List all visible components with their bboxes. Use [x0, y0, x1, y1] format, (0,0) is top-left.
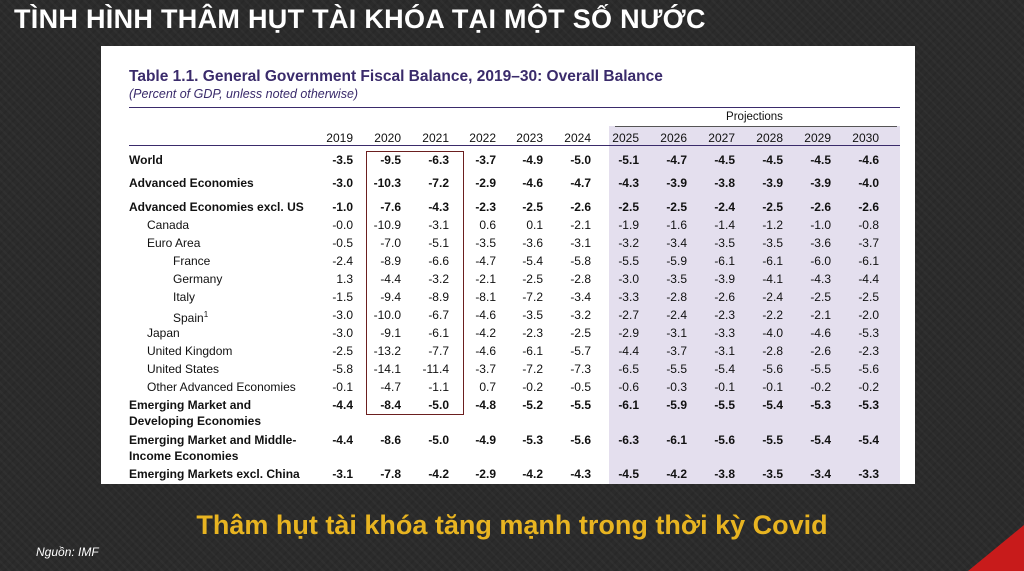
table-cell: -10.0: [373, 308, 401, 322]
year-header: 2026: [660, 131, 687, 145]
year-header: 2025: [612, 131, 639, 145]
table-cell: -4.0: [858, 176, 879, 190]
row-label: [129, 199, 304, 215]
table-cell: -4.5: [618, 467, 639, 481]
table-cell: -2.9: [618, 326, 639, 340]
table-cell: -2.5: [858, 290, 879, 304]
table-cell: -6.3: [428, 153, 449, 167]
table-cell: -8.9: [380, 254, 401, 268]
table-cell: -3.6: [810, 236, 831, 250]
table-cell: -3.8: [714, 176, 735, 190]
row-label-text: Emerging Markets excl. China: [129, 467, 300, 481]
table-cell: -5.9: [666, 398, 687, 412]
table-cell: -3.9: [762, 176, 783, 190]
table-cell: -11.4: [422, 362, 449, 376]
table-cell: -5.5: [714, 398, 735, 412]
table-cell: -2.5: [762, 200, 783, 214]
table-cell: -5.6: [858, 362, 879, 376]
table-cell: -6.7: [428, 308, 449, 322]
table-cell: -3.0: [332, 326, 353, 340]
table-cell: -3.8: [714, 467, 735, 481]
table-cell: -5.5: [666, 362, 687, 376]
row-label: [173, 253, 210, 269]
table-cell: -7.2: [428, 176, 449, 190]
table-cell: -6.1: [522, 344, 543, 358]
table-cell: -4.8: [475, 398, 496, 412]
row-label-text-line2: Developing Economies: [129, 414, 262, 428]
year-header: 2028: [756, 131, 783, 145]
top-rule: [129, 107, 900, 108]
table-cell: -5.3: [858, 398, 879, 412]
table-cell: -4.7: [380, 380, 401, 394]
table-cell: -14.1: [373, 362, 401, 376]
table-cell: -4.6: [522, 176, 543, 190]
table-cell: -3.4: [570, 290, 591, 304]
table-cell: -4.1: [762, 272, 783, 286]
row-label-text: World: [129, 153, 163, 167]
table-cell: -3.5: [714, 236, 735, 250]
table-cell: -3.7: [475, 362, 496, 376]
table-cell: -3.5: [762, 236, 783, 250]
table-cell: -5.0: [428, 433, 449, 447]
table-cell: -2.4: [666, 308, 687, 322]
table-cell: -3.5: [332, 153, 353, 167]
table-cell: -1.9: [618, 218, 639, 232]
table-cell: -0.2: [858, 380, 879, 394]
table-cell: -5.0: [570, 153, 591, 167]
row-label-text: Spain: [173, 311, 204, 325]
year-header: 2019: [326, 131, 353, 145]
table-cell: -2.8: [762, 344, 783, 358]
table-cell: 0.7: [479, 380, 496, 394]
table-cell: -5.5: [762, 433, 783, 447]
table-cell: -1.6: [666, 218, 687, 232]
table-cell: -2.3: [475, 200, 496, 214]
row-label-text: Italy: [173, 290, 196, 304]
table-cell: -4.6: [475, 344, 496, 358]
table-cell: -2.8: [570, 272, 591, 286]
table-cell: -3.3: [618, 290, 639, 304]
table-cell: -5.3: [810, 398, 831, 412]
table-cell: -3.4: [666, 236, 687, 250]
table-cell: -6.5: [618, 362, 639, 376]
year-header: 2029: [804, 131, 831, 145]
table-cell: -6.1: [714, 254, 735, 268]
table-cell: -3.5: [475, 236, 496, 250]
row-label: [147, 343, 232, 359]
table-cell: -4.3: [428, 200, 449, 214]
table-cell: -5.7: [570, 344, 591, 358]
table-cell: -5.1: [618, 153, 639, 167]
table-cell: -10.9: [373, 218, 401, 232]
source-note: Nguồn: IMF: [36, 545, 99, 559]
table-cell: -3.7: [666, 344, 687, 358]
table-cell: -5.2: [522, 398, 543, 412]
table-cell: -8.1: [475, 290, 496, 304]
table-cell: -0.3: [666, 380, 687, 394]
row-label-text: Other Advanced Economies: [147, 380, 296, 394]
projections-label: Projections: [726, 111, 783, 123]
row-label: [129, 152, 163, 168]
table-cell: -2.6: [858, 200, 879, 214]
table-cell: -6.1: [428, 326, 449, 340]
header-rule: [129, 145, 900, 146]
table-cell: -4.2: [666, 467, 687, 481]
table-cell: -4.3: [810, 272, 831, 286]
row-label-text: Canada: [147, 218, 190, 232]
table-cell: -3.0: [332, 176, 353, 190]
table-cell: -2.4: [332, 254, 353, 268]
table-cell: -13.2: [373, 344, 401, 358]
row-label: [173, 289, 195, 305]
table-cell: -3.7: [475, 153, 496, 167]
covid-highlight-box: [366, 151, 464, 415]
table-cell: -4.3: [618, 176, 639, 190]
table-cell: -1.4: [714, 218, 735, 232]
table-cell: -3.2: [570, 308, 591, 322]
table-cell: -2.2: [762, 308, 783, 322]
table-cell: -3.3: [858, 467, 879, 481]
table-cell: -4.9: [522, 153, 543, 167]
table-cell: -3.1: [666, 326, 687, 340]
row-label-text: France: [173, 254, 211, 268]
table-cell: -3.9: [810, 176, 831, 190]
table-cell: -2.8: [666, 290, 687, 304]
table-cell: -3.0: [618, 272, 639, 286]
table-cell: -3.7: [858, 236, 879, 250]
row-label-text: Emerging Market and Middle-: [129, 433, 297, 447]
table-cell: -9.4: [380, 290, 401, 304]
table-cell: -3.1: [570, 236, 591, 250]
year-header: 2020: [374, 131, 401, 145]
table-cell: -3.5: [666, 272, 687, 286]
table-cell: -2.6: [810, 200, 831, 214]
table-cell: -7.7: [428, 344, 449, 358]
table-cell: -2.3: [858, 344, 879, 358]
row-label: [129, 397, 261, 429]
row-label-text: Advanced Economies excl. US: [129, 200, 304, 214]
table-cell: 0.6: [479, 218, 496, 232]
table-cell: -4.0: [762, 326, 783, 340]
table-cell: -3.2: [618, 236, 639, 250]
row-label-text: Germany: [173, 272, 223, 286]
table-cell: -0.2: [810, 380, 831, 394]
table-cell: -3.4: [810, 467, 831, 481]
row-label: [147, 217, 189, 233]
table-cell: -5.6: [714, 433, 735, 447]
table-cell: -2.5: [810, 290, 831, 304]
table-cell: -7.6: [380, 200, 401, 214]
table-cell: -2.5: [522, 200, 543, 214]
table-cell: -5.5: [570, 398, 591, 412]
table-cell: -2.5: [522, 272, 543, 286]
table-cell: -2.1: [810, 308, 831, 322]
row-label: [129, 175, 254, 191]
table-cell: -5.4: [858, 433, 879, 447]
table-cell: -3.1: [332, 467, 353, 481]
table-cell: -5.5: [810, 362, 831, 376]
table-cell: -4.4: [858, 272, 879, 286]
table-cell: -5.6: [762, 362, 783, 376]
table-cell: -8.4: [380, 398, 401, 412]
table-cell: -0.5: [570, 380, 591, 394]
row-label-text: Emerging Market and: [129, 398, 252, 412]
row-label-text: United States: [147, 362, 220, 376]
table-cell: -5.4: [714, 362, 735, 376]
table-cell: -3.1: [714, 344, 735, 358]
table-cell: -2.3: [522, 326, 543, 340]
table-cell: -6.3: [618, 433, 639, 447]
row-label: [147, 235, 200, 251]
year-header: 2021: [422, 131, 449, 145]
year-header: 2022: [469, 131, 496, 145]
table-cell: -9.5: [380, 153, 401, 167]
table-cell: -6.1: [666, 433, 687, 447]
table-cell: -7.8: [380, 467, 401, 481]
row-label-text: United Kingdom: [147, 344, 233, 358]
year-header: 2024: [564, 131, 591, 145]
table-cell: -1.5: [332, 290, 353, 304]
table-cell: -7.2: [522, 362, 543, 376]
table-cell: -4.7: [570, 176, 591, 190]
table-cell: -1.0: [332, 200, 353, 214]
table-title: Table 1.1. General Government Fiscal Balance, 2019–30: Overall Balance: [129, 68, 663, 85]
table-cell: -0.8: [858, 218, 879, 232]
table-cell: -6.1: [618, 398, 639, 412]
table-cell: -5.6: [570, 433, 591, 447]
row-label-text: Euro Area: [147, 236, 201, 250]
table-cell: -3.0: [332, 308, 353, 322]
table-subtitle: (Percent of GDP, unless noted otherwise): [129, 87, 359, 101]
table-cell: -2.3: [714, 308, 735, 322]
table-cell: -2.7: [618, 308, 639, 322]
table-cell: -5.3: [522, 433, 543, 447]
table-cell: -0.5: [332, 236, 353, 250]
table-cell: -10.3: [373, 176, 401, 190]
table-cell: -0.2: [522, 380, 543, 394]
row-label: [129, 466, 300, 482]
table-cell: -6.6: [428, 254, 449, 268]
table-cell: -5.3: [858, 326, 879, 340]
table-cell: -2.0: [858, 308, 879, 322]
table-cell: -4.4: [618, 344, 639, 358]
table-cell: -4.4: [380, 272, 401, 286]
table-cell: -2.5: [618, 200, 639, 214]
row-label-text-line2: Income Economies: [129, 449, 239, 463]
table-cell: -2.4: [714, 200, 735, 214]
table-cell: -6.0: [810, 254, 831, 268]
table-cell: -4.6: [858, 153, 879, 167]
table-cell: -2.4: [762, 290, 783, 304]
year-header: 2023: [516, 131, 543, 145]
table-cell: -2.5: [332, 344, 353, 358]
table-cell: -7.0: [380, 236, 401, 250]
table-cell: -1.1: [428, 380, 449, 394]
table-cell: 0.1: [526, 218, 543, 232]
table-cell: -2.5: [666, 200, 687, 214]
table-cell: -7.3: [570, 362, 591, 376]
table-cell: -5.5: [618, 254, 639, 268]
table-cell: -3.6: [522, 236, 543, 250]
table-cell: -5.8: [570, 254, 591, 268]
table-cell: -3.9: [714, 272, 735, 286]
footnote-marker: 1: [203, 310, 209, 319]
table-cell: -5.4: [522, 254, 543, 268]
table-cell: -4.6: [810, 326, 831, 340]
row-label: [147, 325, 180, 341]
table-cell: -5.4: [810, 433, 831, 447]
row-label: [147, 361, 219, 377]
table-cell: -0.1: [332, 380, 353, 394]
year-header: 2030: [852, 131, 879, 145]
table-cell: -4.4: [332, 433, 353, 447]
table-cell: -4.2: [522, 467, 543, 481]
table-cell: 1.3: [336, 272, 353, 286]
table-cell: -4.2: [475, 326, 496, 340]
table-cell: -7.2: [522, 290, 543, 304]
table-cell: -4.5: [714, 153, 735, 167]
table-cell: -5.9: [666, 254, 687, 268]
table-cell: -3.3: [714, 326, 735, 340]
table-cell: -9.1: [380, 326, 401, 340]
corner-accent: [968, 525, 1024, 571]
table-cell: -0.0: [332, 218, 353, 232]
table-cell: -0.6: [618, 380, 639, 394]
table-cell: -4.4: [332, 398, 353, 412]
slide-title: TÌNH HÌNH THÂM HỤT TÀI KHÓA TẠI MỘT SỐ NƯỚC: [14, 4, 706, 34]
row-label: [173, 307, 208, 326]
table-cell: -2.6: [714, 290, 735, 304]
table-cell: -1.0: [810, 218, 831, 232]
table-cell: -3.5: [522, 308, 543, 322]
table-cell: -4.5: [810, 153, 831, 167]
table-cell: -6.1: [858, 254, 879, 268]
table-cell: -2.9: [475, 176, 496, 190]
table-cell: -2.6: [570, 200, 591, 214]
table-cell: -8.9: [428, 290, 449, 304]
table-cell: -2.1: [475, 272, 496, 286]
table-cell: -4.5: [762, 153, 783, 167]
table-cell: -4.3: [570, 467, 591, 481]
table-panel: [101, 46, 915, 484]
table-cell: -5.0: [428, 398, 449, 412]
table-cell: -1.2: [762, 218, 783, 232]
table-cell: -3.5: [762, 467, 783, 481]
row-label: [173, 271, 222, 287]
table-cell: -5.1: [428, 236, 449, 250]
table-cell: -4.2: [428, 467, 449, 481]
table-cell: -3.9: [666, 176, 687, 190]
table-cell: -3.2: [428, 272, 449, 286]
table-cell: -2.9: [475, 467, 496, 481]
table-cell: -0.1: [762, 380, 783, 394]
table-cell: -0.1: [714, 380, 735, 394]
year-header: 2027: [708, 131, 735, 145]
projections-rule: [615, 126, 897, 127]
table-cell: -4.7: [666, 153, 687, 167]
table-cell: -5.4: [762, 398, 783, 412]
table-cell: -3.1: [428, 218, 449, 232]
row-label: [147, 379, 296, 395]
table-cell: -4.6: [475, 308, 496, 322]
table-cell: -4.9: [475, 433, 496, 447]
table-cell: -5.8: [332, 362, 353, 376]
table-cell: -2.6: [810, 344, 831, 358]
table-cell: -8.6: [380, 433, 401, 447]
row-label-text: Japan: [147, 326, 180, 340]
table-cell: -2.5: [570, 326, 591, 340]
table-cell: -2.1: [570, 218, 591, 232]
table-cell: -4.7: [475, 254, 496, 268]
caption: Thâm hụt tài khóa tăng mạnh trong thời kỳ Covid: [196, 510, 828, 540]
row-label-text: Advanced Economies: [129, 176, 254, 190]
row-label: [129, 432, 296, 464]
table-cell: -6.1: [762, 254, 783, 268]
